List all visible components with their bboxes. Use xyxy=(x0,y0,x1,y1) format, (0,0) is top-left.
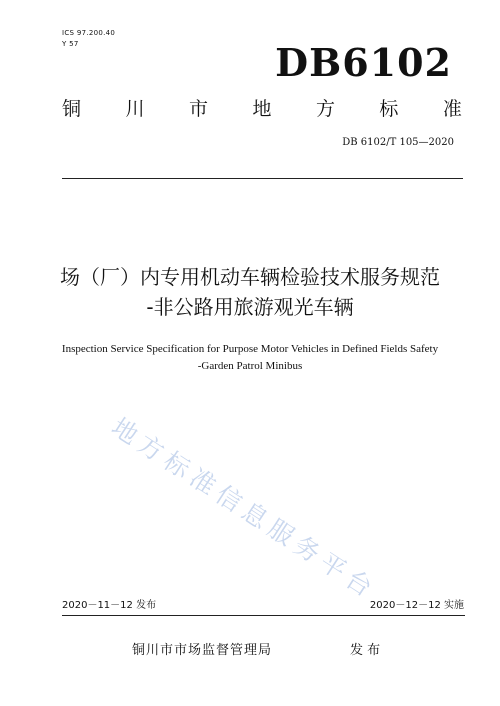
english-title-line-1: Inspection Service Specification for Purpose Motor Vehicles in Defined Fields Safety xyxy=(61,343,439,355)
standard-type-char: 铜 xyxy=(62,98,82,120)
standard-type-char: 地 xyxy=(252,98,272,120)
issue-date: 2020－11－12 发布 xyxy=(62,600,157,611)
issue-label: 发 布 xyxy=(350,643,381,658)
chinese-title-line-2: -非公路用旅游观光车辆 xyxy=(146,295,354,319)
standard-type-char: 川 xyxy=(125,98,145,120)
classification-codes xyxy=(62,28,115,50)
standard-type-char: 标 xyxy=(379,98,399,120)
watermark: 地方标准信息服务平台 xyxy=(106,412,383,606)
standard-type-char: 准 xyxy=(442,98,462,120)
standard-type-char: 市 xyxy=(188,98,208,120)
standard-type xyxy=(62,96,462,122)
implementation-date: 2020－12－12 实施 xyxy=(369,600,464,611)
chinese-title-line-1: 场（厂）内专用机动车辆检验技术服务规范 xyxy=(60,265,440,289)
header-divider xyxy=(62,178,463,179)
english-title-line-2: -Garden Patrol Minibus xyxy=(197,360,303,372)
standard-code: DB6102 xyxy=(275,40,452,85)
standard-type-char: 方 xyxy=(315,98,335,120)
ccs-code: Y 57 xyxy=(62,40,79,48)
ics-code: ICS 97.200.40 xyxy=(62,29,116,37)
standard-number: DB 6102/T 105—2020 xyxy=(342,137,454,148)
chinese-title xyxy=(0,262,500,322)
issuing-authority: 铜川市市场监督管理局 xyxy=(132,643,273,658)
english-title xyxy=(0,341,500,375)
footer-divider xyxy=(62,615,465,616)
